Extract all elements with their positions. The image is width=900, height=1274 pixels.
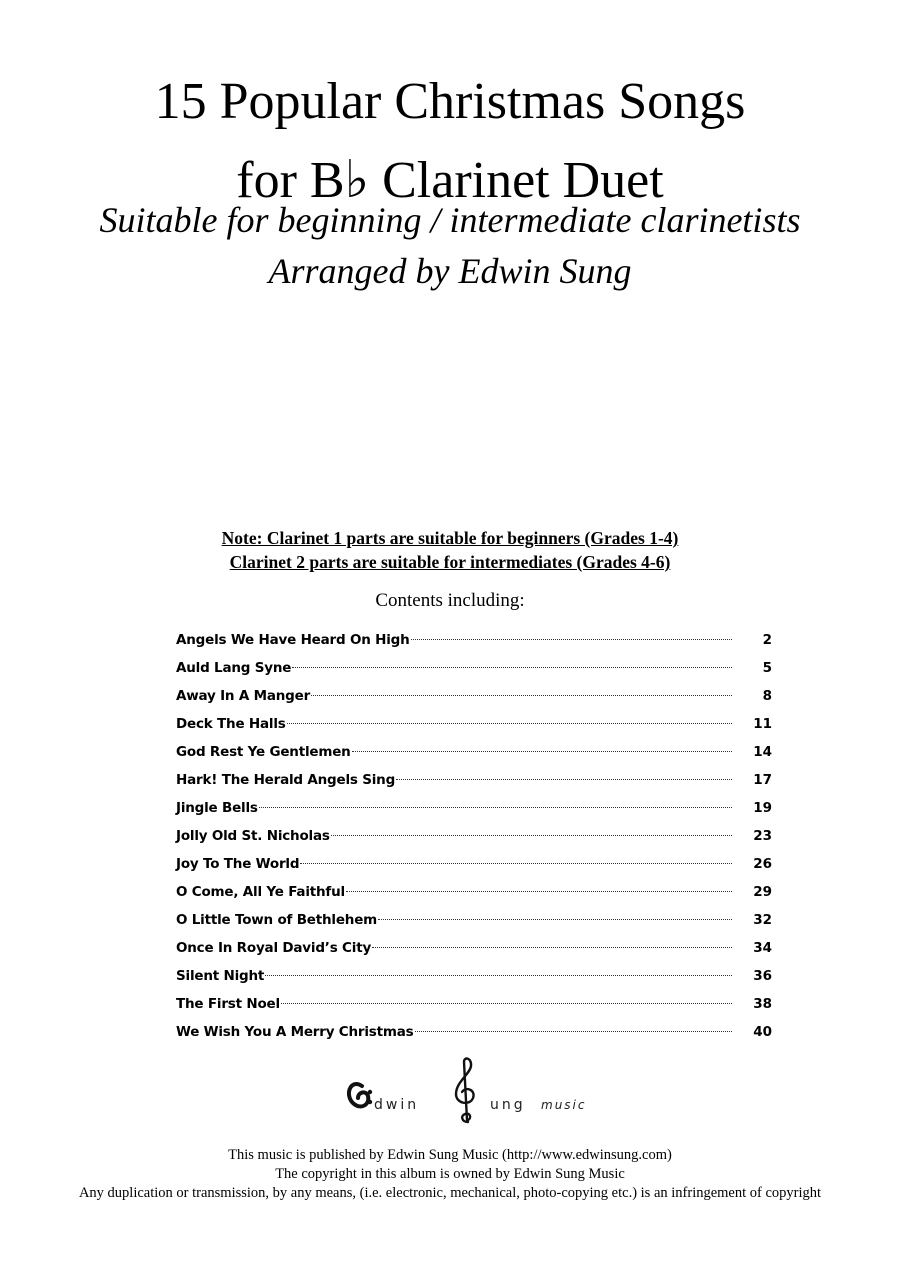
toc-entry-page: 36: [753, 968, 772, 984]
logo-mark-icon: [340, 1056, 600, 1126]
table-of-contents: [176, 626, 772, 1046]
toc-entry-title: Joy To The World: [176, 856, 300, 872]
toc-entry-title: God Rest Ye Gentlemen: [176, 744, 351, 760]
toc-entry-page: 2: [762, 632, 772, 648]
footer-infringement-notice: Any duplication or transmission, by any means, (i.e. electronic, mechanical, photo-copying etc.) is an infringement of copyright: [78, 1185, 822, 1201]
toc-entry-page: 8: [762, 688, 772, 704]
toc-entry-title: O Come, All Ye Faithful: [176, 884, 345, 900]
toc-entry: [176, 878, 772, 906]
toc-entry: [176, 794, 772, 822]
toc-entry-page: 17: [753, 772, 772, 788]
toc-entry-page: 19: [753, 800, 772, 816]
note-clarinet-1: Note: Clarinet 1 parts are suitable for beginners (Grades 1-4): [221, 528, 679, 548]
toc-entry-page: 26: [753, 856, 772, 872]
toc-entry-page: 5: [762, 660, 772, 676]
toc-entry-title: O Little Town of Bethlehem: [176, 912, 378, 928]
toc-entry-page: 40: [753, 1024, 772, 1040]
toc-entry-page: 38: [753, 996, 772, 1012]
toc-dot-leader: [331, 834, 732, 836]
logo-text-ung: ung: [490, 1097, 526, 1113]
toc-entry: [176, 822, 772, 850]
toc-entry: [176, 934, 772, 962]
toc-entry: [176, 738, 772, 766]
toc-entry: [176, 766, 772, 794]
footer-copyright-owner: The copyright in this album is owned by Edwin Sung Music: [275, 1166, 625, 1182]
toc-dot-leader: [300, 862, 732, 864]
toc-entry-title: Deck The Halls: [176, 716, 286, 732]
note-clarinet-2: Clarinet 2 parts are suitable for intermediates (Grades 4-6): [229, 552, 671, 572]
toc-entry-page: 14: [753, 744, 772, 760]
toc-entry-title: Once In Royal David’s City: [176, 940, 372, 956]
page-title-line-2: for B♭ Clarinet Duet: [236, 152, 664, 209]
logo-text-dwin: dwin: [374, 1097, 420, 1113]
toc-entry: [176, 710, 772, 738]
toc-entry: [176, 682, 772, 710]
toc-entry: [176, 626, 772, 654]
toc-entry-page: 34: [753, 940, 772, 956]
contents-heading: Contents including:: [375, 590, 525, 611]
toc-entry: [176, 1018, 772, 1046]
toc-dot-leader: [346, 890, 732, 892]
toc-dot-leader: [352, 750, 732, 752]
toc-entry: [176, 962, 772, 990]
subtitle-arranger: Arranged by Edwin Sung: [268, 251, 632, 291]
toc-entry-title: The First Noel: [176, 996, 280, 1012]
toc-entry-title: Hark! The Herald Angels Sing: [176, 772, 396, 788]
toc-dot-leader: [415, 1030, 732, 1032]
toc-dot-leader: [411, 638, 732, 640]
toc-entry-page: 11: [753, 716, 772, 732]
toc-entry-title: Jingle Bells: [176, 800, 258, 816]
toc-dot-leader: [372, 946, 732, 948]
logo-text-music: music: [541, 1098, 587, 1112]
toc-entry-page: 29: [753, 884, 772, 900]
toc-dot-leader: [292, 666, 732, 668]
toc-dot-leader: [378, 918, 732, 920]
toc-entry-title: Away In A Manger: [176, 688, 311, 704]
toc-dot-leader: [259, 806, 732, 808]
toc-entry: [176, 654, 772, 682]
toc-entry-title: Auld Lang Syne: [176, 660, 292, 676]
toc-entry-page: 32: [753, 912, 772, 928]
subtitle-suitability: Suitable for beginning / intermediate clarinetists: [99, 200, 801, 240]
toc-entry-title: Jolly Old St. Nicholas: [176, 828, 330, 844]
toc-entry: [176, 990, 772, 1018]
footer-publisher: This music is published by Edwin Sung Music (http://www.edwinsung.com): [228, 1147, 672, 1163]
toc-entry: [176, 850, 772, 878]
toc-entry-title: We Wish You A Merry Christmas: [176, 1024, 414, 1040]
toc-dot-leader: [265, 974, 732, 976]
toc-entry: [176, 906, 772, 934]
toc-dot-leader: [396, 778, 732, 780]
edwin-sung-music-logo: [340, 1056, 600, 1126]
toc-dot-leader: [311, 694, 732, 696]
toc-entry-title: Angels We Have Heard On High: [176, 632, 410, 648]
page-title-line-1: 15 Popular Christmas Songs: [154, 73, 746, 130]
toc-dot-leader: [281, 1002, 732, 1004]
toc-entry-title: Silent Night: [176, 968, 265, 984]
toc-entry-page: 23: [753, 828, 772, 844]
toc-dot-leader: [287, 722, 732, 724]
